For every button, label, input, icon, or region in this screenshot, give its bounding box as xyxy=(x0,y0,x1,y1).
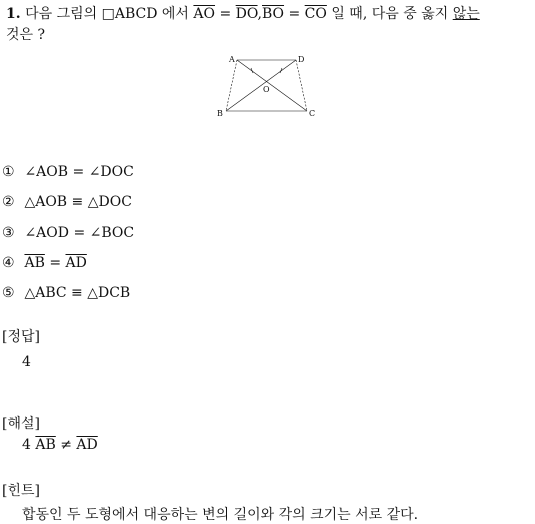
equals-sign: = xyxy=(288,6,301,22)
question-text-tail: 일 때, 다음 중 옳지 xyxy=(331,6,449,22)
segment-ad: $\overline{AD}$ xyxy=(65,255,87,271)
option-text: ∠AOB = ∠DOC xyxy=(24,164,134,180)
segment-ao: $\overline{AO}$ xyxy=(193,6,216,22)
answer-label: [정답] xyxy=(2,329,40,345)
side-ab xyxy=(226,60,237,111)
comma: , xyxy=(257,6,262,22)
question-line-2: 것은 ? xyxy=(6,27,46,43)
segment-do: $\overline{DO}$ xyxy=(235,6,258,22)
option-1 xyxy=(2,164,134,180)
not-equal-sign: ≠ xyxy=(60,437,72,453)
option-number: ① xyxy=(2,164,15,180)
option-text: △AOB ≡ △DOC xyxy=(24,194,132,210)
segment-ad: $\overline{AD}$ xyxy=(76,437,98,453)
explanation-body xyxy=(22,437,98,453)
diagonal-bd xyxy=(226,60,296,111)
hint-text: 합동인 두 도형에서 대응하는 변의 길이와 각의 크기는 서로 같다. xyxy=(22,507,419,523)
option-5 xyxy=(2,285,130,301)
segment-co: $\overline{CO}$ xyxy=(304,6,327,22)
segment-ab: $\overline{AB}$ xyxy=(35,437,56,453)
side-dc xyxy=(296,60,307,111)
label-b: B xyxy=(217,109,223,118)
question-text-not: 않는 xyxy=(452,6,480,22)
option-text: ∠AOD = ∠BOC xyxy=(24,225,135,241)
equals-sign: = xyxy=(219,6,232,22)
explanation-label: [해설] xyxy=(2,416,40,432)
question-line-1 xyxy=(6,3,480,23)
question-number: 1. xyxy=(6,6,21,22)
equals-sign: = xyxy=(49,255,62,271)
explanation-number: 4 xyxy=(22,437,31,453)
option-3 xyxy=(2,225,134,241)
diagonal-ac xyxy=(237,60,307,111)
answer-value: 4 xyxy=(22,354,31,370)
option-number: ④ xyxy=(2,255,15,271)
option-number: ③ xyxy=(2,225,15,241)
option-2 xyxy=(2,194,132,210)
question-text-prefix: 다음 그림의 xyxy=(25,6,98,22)
segment-bo: $\overline{BO}$ xyxy=(262,6,285,22)
label-d: D xyxy=(298,55,305,64)
label-o: O xyxy=(263,85,270,94)
option-4 xyxy=(2,255,87,271)
question-text-eseo: 에서 xyxy=(161,6,189,22)
square-symbol: □ xyxy=(101,6,115,22)
quadrilateral-name: ABCD xyxy=(114,6,158,22)
segment-ab: $\overline{AB}$ xyxy=(24,255,45,271)
hint-label: [힌트] xyxy=(2,483,40,499)
option-number: ② xyxy=(2,194,15,210)
label-a: A xyxy=(229,55,235,64)
option-text: △ABC ≡ △DCB xyxy=(24,285,131,301)
label-c: C xyxy=(309,109,316,118)
quadrilateral-figure xyxy=(214,52,324,122)
option-number: ⑤ xyxy=(2,285,15,301)
